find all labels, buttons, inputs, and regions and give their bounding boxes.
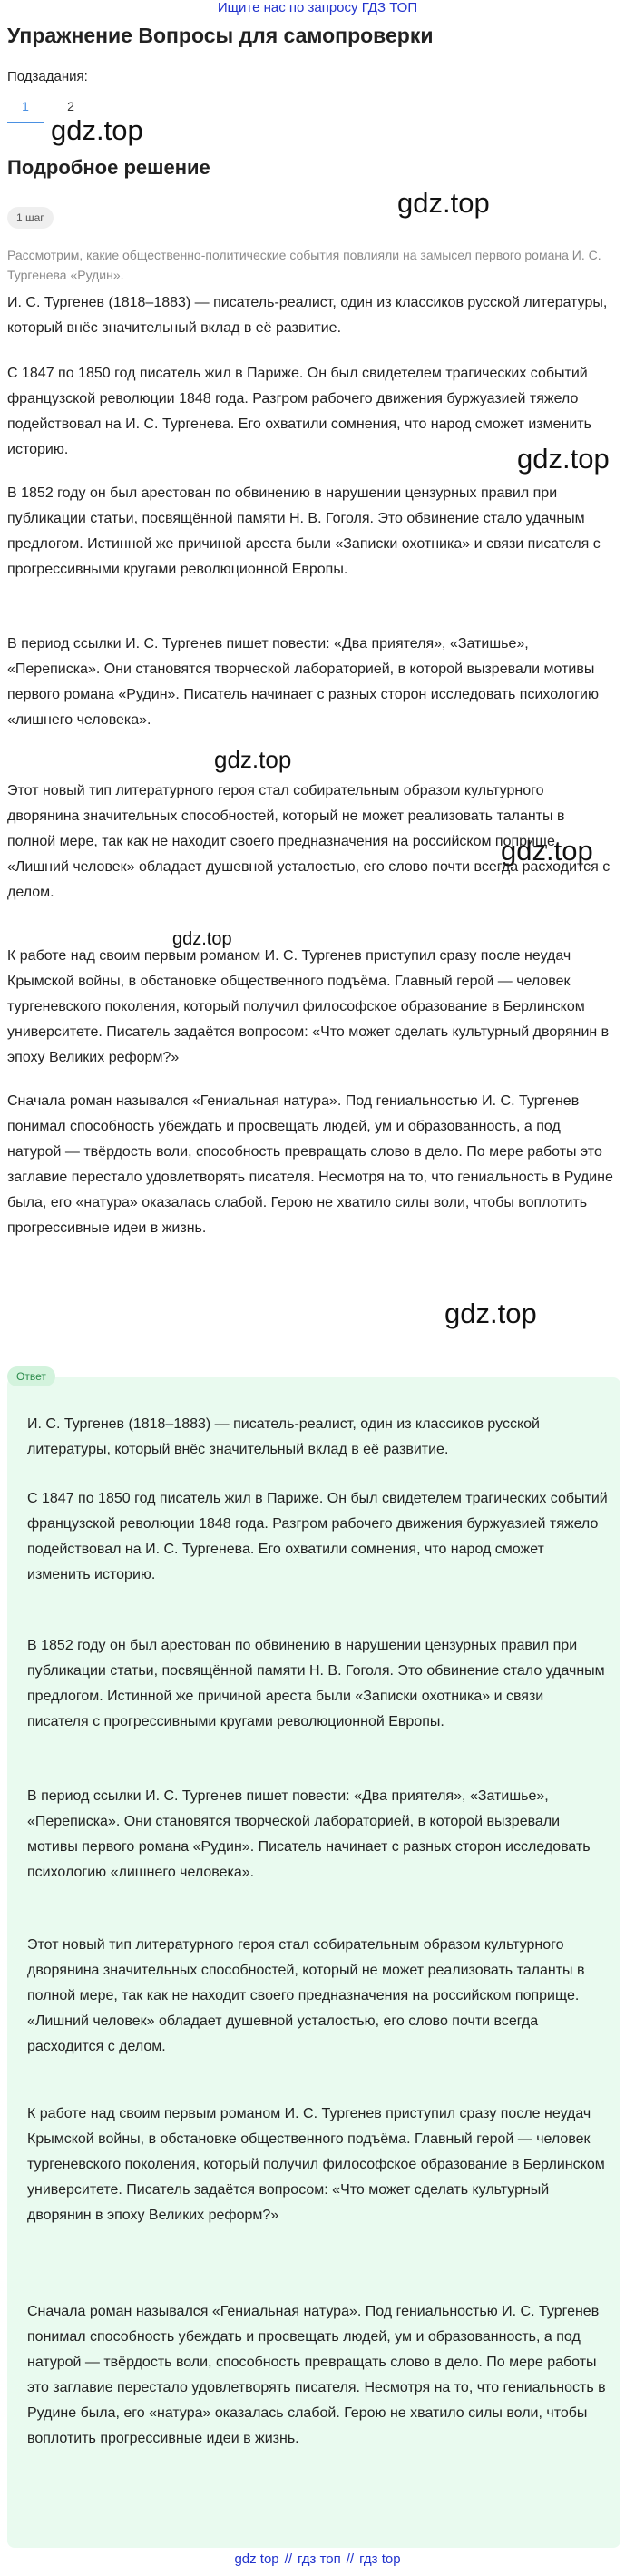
solution-paragraph: К работе над своим первым романом И. С. Тургенев приступил сразу после неудач Крымской войны, в обстановке общественного подъёма. Главный герой — человек тургеневского поколения, который получил философское образование в Берлинском университете. Писатель задаётся вопросом: «Что может сделать культурный дворянин в эпоху Великих реформ?» — [7, 948, 610, 1065]
solution-paragraph: В 1852 году он был арестован по обвинению в нарушении цензурных правил при публикации статьи, посвящённой памяти Н. В. Гоголя. Это обвинение стало удачным предлогом. Истинной же причиной ареста были «Записки охотника» и связи писателя с прогрессивными кругами революционной Европы. — [7, 485, 601, 577]
answer-paragraph: И. С. Тургенев (1818–1883) — писатель-реалист, один из классиков русской литературы, который внёс значительный вклад в её развитие. — [27, 1416, 540, 1457]
solution-paragraph: Этот новый тип литературного героя стал собирательным образом культурного дворянина значительных способностей, который не может реализовать таланты в полной мере, так как не находит своего предназначения на российском поприще. «Лишний человек» обладает душевной усталостью, его слово почти всегда расходится с делом. — [7, 783, 611, 900]
watermark: gdz.top — [501, 835, 593, 867]
solution-paragraph: В период ссылки И. С. Тургенев пишет повести: «Два приятеля», «Затишье», «Переписка». Они становятся творческой лабораторией, в которой вызревали мотивы первого романа «Рудин». Писатель начинает с разных сторон исследовать психологию «лишнего человека». — [7, 636, 599, 728]
answer-paragraph: В период ссылки И. С. Тургенев пишет повести: «Два приятеля», «Затишье», «Переписка». Они становятся творческой лабораторией, в которой вызревали мотивы первого романа «Рудин». Писатель начинает с разных сторон исследовать психологию «лишнего человека». — [27, 1788, 591, 1880]
watermark: gdz.top — [172, 929, 232, 949]
answer-paragraph: В 1852 году он был арестован по обвинению в нарушении цензурных правил при публикации статьи, посвящённой памяти Н. В. Гоголя. Это обвинение стало удачным предлогом. Истинной же причиной ареста были «Записки охотника» и связи писателя с прогрессивными кругами революционной Европы. — [27, 1638, 605, 1729]
watermark: gdz.top — [51, 114, 143, 146]
footer-link-gdz-top[interactable]: gdz top — [234, 2552, 279, 2567]
answer-paragraph: К работе над своим первым романом И. С. Тургенев приступил сразу после неудач Крымской войны, в обстановке общественного подъёма. Главный герой — человек тургеневского поколения, который получил философское образование в Берлинском университете. Писатель задаётся вопросом: «Что может сделать культурный дворянин в эпоху Великих реформ?» — [27, 2106, 605, 2223]
footer-link-gdz-top-ru[interactable]: гдз топ — [298, 2552, 341, 2567]
footer-separator: // — [284, 2552, 292, 2567]
footer-link-gdz-top-mixed[interactable]: гдз top — [359, 2552, 401, 2567]
solution-paragraph: Сначала роман назывался «Гениальная натура». Под гениальностью И. С. Тургенев понимал способность убеждать и просвещать людей, ум и образованность, а под натурой — твёрдость воли, способность превращать слово в дело. По мере работы это заглавие перестало удовлетворять писателя. Несмотря на то, что гениальность в Рудине была, его «натура» оказалась слабой. Герою не хватило силы воли, чтобы воплотить прогрессивные идеи в жизнь. — [7, 1093, 613, 1236]
answer-paragraph: Этот новый тип литературного героя стал собирательным образом культурного дворянина значительных способностей, который не может реализовать таланты в полной мере, так как не находит своего предназначения на российском поприще. «Лишний человек» обладает душевной усталостью, его слово почти всегда расходится с делом. — [27, 1937, 585, 2054]
subtasks-label: Подзадания: — [7, 69, 88, 84]
watermark: gdz.top — [214, 746, 292, 773]
watermark: gdz.top — [444, 1298, 537, 1329]
watermark: gdz.top — [517, 443, 610, 475]
page-title: Упражнение Вопросы для самопроверки — [7, 24, 434, 47]
footer-separator: // — [346, 2552, 355, 2567]
solution-paragraph: И. С. Тургенев (1818–1883) — писатель-реалист, один из классиков русской литературы, который внёс значительный вклад в её развитие. — [7, 295, 608, 336]
search-banner: Ищите нас по запросу ГДЗ ТОП — [217, 0, 418, 15]
answer-paragraph: С 1847 по 1850 год писатель жил в Париже. Он был свидетелем трагических событий французской революции 1848 года. Разгром рабочего движения буржуазией тяжело подействовал на И. С. Тургенева. Его охватили сомнения, что народ сможет изменить историю. — [27, 1491, 608, 1582]
step-badge: 1 шаг — [7, 207, 54, 229]
tab-subtask-2[interactable]: 2 — [67, 99, 74, 113]
answer-paragraph: Сначала роман назывался «Гениальная натура». Под гениальностью И. С. Тургенев понимал способность убеждать и просвещать людей, ум и образованность, а под натурой — твёрдость воли, способность превращать слово в дело. По мере работы это заглавие перестало удовлетворять писателя. Несмотря на то, что гениальность в Рудине была, его «натура» оказалась слабой. Герою не хватило силы воли, чтобы воплотить прогрессивные идеи в жизнь. — [27, 2304, 606, 2446]
tab-subtask-1[interactable]: 1 — [7, 96, 44, 123]
answer-badge: Ответ — [7, 1366, 55, 1386]
footer-links — [0, 2548, 635, 2571]
solution-paragraph: С 1847 по 1850 год писатель жил в Париже. Он был свидетелем трагических событий французской революции 1848 года. Разгром рабочего движения буржуазией тяжело подействовал на И. С. Тургенева. Его охватили сомнения, что народ сможет изменить историю. — [7, 366, 591, 457]
step-intro: Рассмотрим, какие общественно-политические события повлияли на замысел первого романа И. С. Тургенева «Рудин». — [7, 248, 601, 282]
solution-title: Подробное решение — [7, 156, 210, 179]
watermark: gdz.top — [397, 187, 490, 219]
